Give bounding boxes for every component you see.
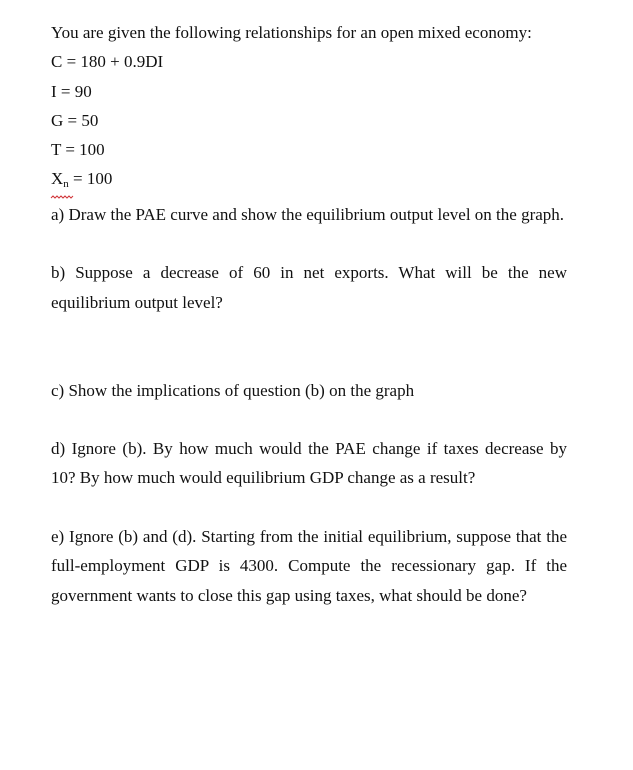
blank-line: [51, 493, 567, 522]
equation-government: G = 50: [51, 110, 99, 130]
question-c: c) Show the implications of question (b) on the graph: [51, 380, 415, 400]
spellcheck-squiggle-icon: [51, 195, 73, 199]
net-exports-subscript: n: [63, 178, 69, 191]
intro-paragraph: You are given the following relationships for an open mixed economy:: [51, 23, 532, 42]
question-b: b) Suppose a decrease of 60 in net exports. What will be the new equilibrium output level?: [51, 263, 567, 312]
net-exports-symbol: [51, 164, 69, 199]
blank-line: [51, 405, 567, 434]
equation-taxes: T = 100: [51, 140, 105, 160]
net-exports-x: X: [51, 169, 64, 189]
question-d: d) Ignore (b). By how much would the PAE change if taxes decrease by 10? By how much would equilibrium GDP change as a result?: [51, 439, 567, 488]
net-exports-value: = 100: [73, 169, 113, 189]
blank-line: [51, 346, 567, 375]
equation-consumption: C = 180 + 0.9DI: [51, 52, 164, 72]
equation-net-exports: [51, 164, 567, 199]
document-body: [51, 18, 567, 610]
blank-line: [51, 317, 567, 346]
question-a: a) Draw the PAE curve and show the equilibrium output level on the graph.: [51, 204, 565, 224]
equation-investment: I = 90: [51, 81, 92, 101]
question-e: e) Ignore (b) and (d). Starting from the initial equilibrium, suppose that the full-employment GDP is 4300. Compute the recessionary gap. If the government wants to close this gap using taxes, what should be done?: [51, 527, 567, 605]
blank-line: [51, 229, 567, 258]
